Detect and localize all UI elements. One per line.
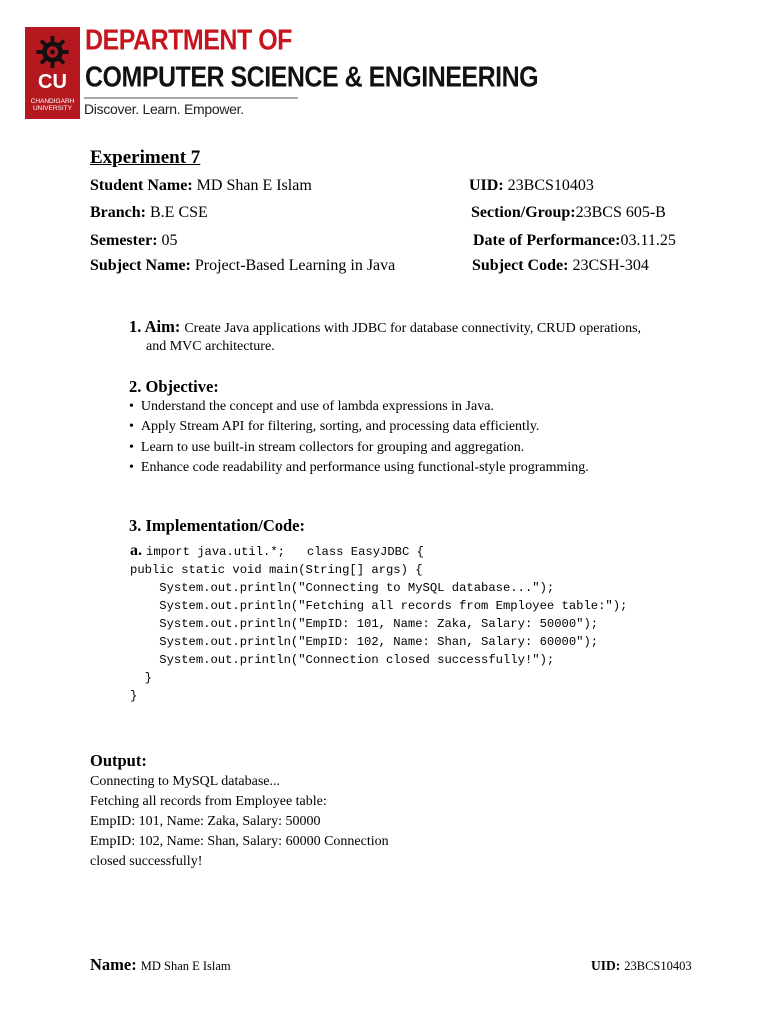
student-name-value: MD Shan E Islam (196, 177, 312, 194)
semester-row (90, 232, 178, 250)
objective-bullet-text: Apply Stream API for filtering, sorting, and processing data efficiently. (140, 419, 540, 434)
section-value: 23BCS 605-B (575, 204, 666, 221)
code-block: public static void main(String[] args) { System.out.println("Connecting to MySQL database..."); System.out.println("Fetching all records from Employee table:"); System.out.println("EmpID: 101, Name: Zaka, Salary: 50000"); System.out.println("EmpID: 102, Name: Shan, Salary: 60000"); System.out.println("Connection closed successfully!"); } } (130, 563, 628, 703)
date-row (473, 232, 676, 250)
code-first-text: import java.util.*; class EasyJDBC { (146, 545, 424, 559)
department-title-line2: COMPUTER SCIENCE & ENGINEERING (85, 61, 539, 94)
semester-label: Semester: (90, 232, 158, 249)
experiment-title: Experiment 7 (90, 147, 201, 168)
subject-code-row (472, 257, 649, 275)
output-block (90, 772, 389, 872)
subject-code-value: 23CSH-304 (572, 257, 649, 274)
uid-label: UID: (469, 177, 504, 194)
date-label: Date of Performance: (473, 232, 621, 249)
section-label: Section/Group: (471, 204, 576, 221)
subject-name-value: Project-Based Learning in Java (194, 257, 396, 274)
objective-bullet: • Apply Stream API for filtering, sorting, and processing data efficiently. (129, 419, 540, 434)
footer-uid-label: UID: (591, 958, 621, 973)
footer-uid (591, 957, 692, 975)
footer-name (90, 955, 231, 975)
student-name-label: Student Name: (90, 177, 193, 194)
subject-code-label: Subject Code: (472, 257, 569, 274)
objective-bullet-text: Understand the concept and use of lambda expressions in Java. (140, 399, 494, 414)
branch-row (90, 204, 208, 222)
logo-text: CU (38, 71, 67, 93)
objective-bullet-text: Learn to use built-in stream collectors for grouping and aggregation. (140, 440, 525, 455)
output-line: closed successfully! (90, 854, 203, 869)
logo-subtext: CHANDIGARH UNIVERSITY (30, 98, 75, 112)
tagline: Discover. Learn. Empower. (84, 101, 244, 117)
objective-bullet-text: Enhance code readability and performance using functional-style programming. (140, 460, 589, 475)
date-value: 03.11.25 (620, 232, 676, 249)
output-line: Connecting to MySQL database... (90, 774, 281, 789)
header-divider (84, 97, 298, 99)
aim-line1 (129, 317, 641, 337)
department-title-line1: DEPARTMENT OF (85, 24, 292, 57)
gear-emblem-icon (33, 33, 72, 71)
branch-label: Branch: (90, 204, 146, 221)
aim-text-line1: Create Java applications with JDBC for database connectivity, CRUD operations, (184, 321, 642, 336)
uid-row (469, 177, 594, 195)
footer-name-value: MD Shan E Islam (140, 959, 231, 973)
aim-text-line2: and MVC architecture. (146, 339, 275, 354)
semester-value: 05 (161, 232, 178, 249)
subject-name-row (90, 257, 395, 275)
university-logo (25, 27, 80, 119)
footer-uid-value: 23BCS10403 (624, 959, 692, 973)
objective-bullet: • Understand the concept and use of lambda expressions in Java. (129, 399, 494, 414)
uid-value: 23BCS10403 (507, 177, 594, 194)
aim-heading: 1. Aim: (129, 317, 181, 336)
student-name-row (90, 177, 312, 195)
objective-heading: 2. Objective: (129, 377, 219, 396)
code-first-line (130, 542, 424, 561)
implementation-heading: 3. Implementation/Code: (129, 516, 305, 535)
output-heading: Output: (90, 751, 147, 770)
subject-name-label: Subject Name: (90, 257, 191, 274)
output-line: EmpID: 102, Name: Shan, Salary: 60000 Connection (90, 834, 389, 849)
code-marker: a. (130, 542, 142, 559)
branch-value: B.E CSE (150, 204, 208, 221)
output-line: Fetching all records from Employee table: (90, 794, 327, 809)
output-line: EmpID: 101, Name: Zaka, Salary: 50000 (90, 814, 321, 829)
section-row (471, 204, 666, 222)
objective-bullet: • Learn to use built-in stream collectors for grouping and aggregation. (129, 440, 525, 455)
footer-name-label: Name: (90, 955, 137, 974)
objective-bullet: • Enhance code readability and performance using functional-style programming. (129, 460, 589, 475)
